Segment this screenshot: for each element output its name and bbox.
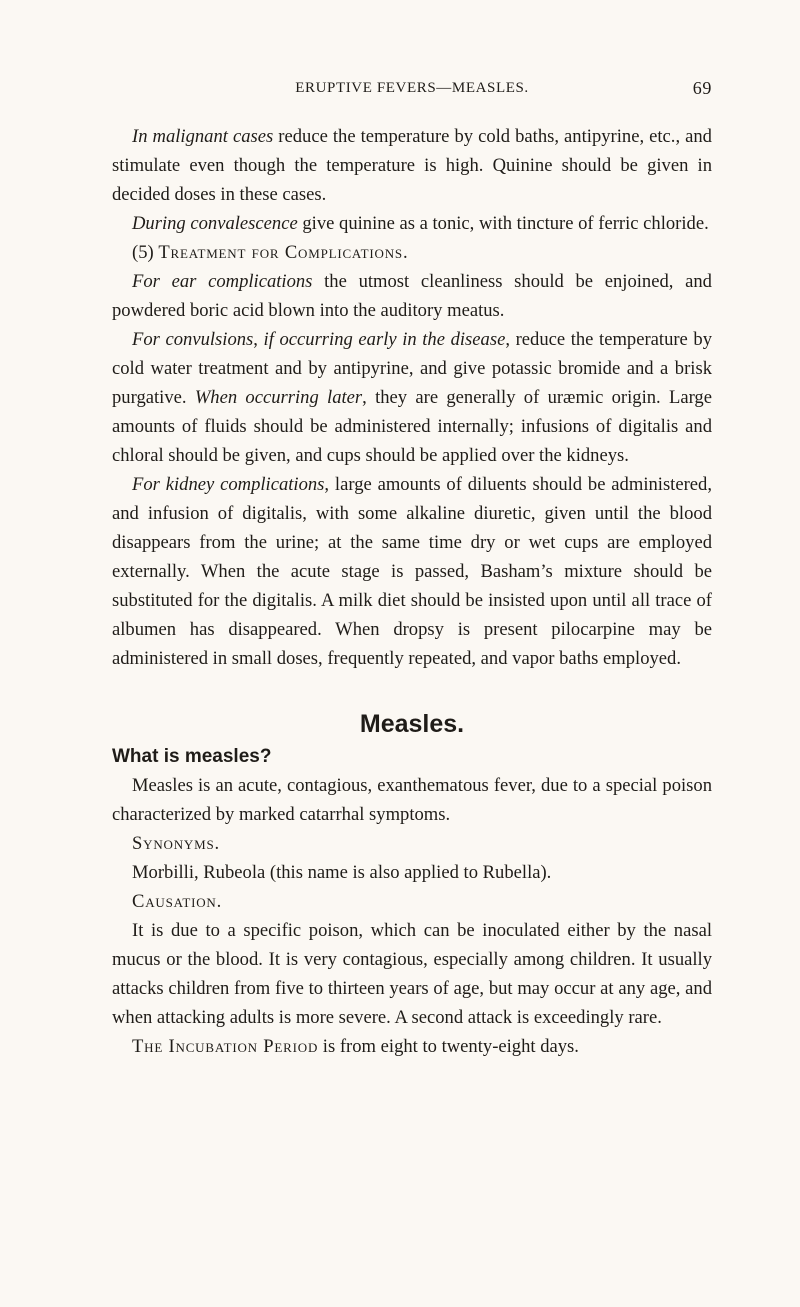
heading-synonyms — [112, 829, 712, 858]
paragraph-measles-definition: Measles is an acute, contagious, exanthematous fever, due to a special poison characterized by marked catarrhal symptoms. — [112, 775, 712, 825]
heading-text: Causation. — [132, 891, 223, 912]
paragraph-causation: It is due to a specific poison, which can be inoculated either by the nasal mucus or the blood. It is very contagious, especially among children. It usually attacks children from five to thirteen years of age, but may occur at any age, and when attacking adults is more severe. A second attack is exceedingly rare. — [112, 920, 712, 1028]
paragraph-text: is from eight to twenty-eight days. — [318, 1036, 579, 1057]
page-body — [112, 122, 712, 1061]
section-title-measles: Measles. — [359, 710, 465, 738]
running-head — [112, 80, 712, 110]
paragraph-malignant-cases — [112, 122, 712, 209]
heading-causation — [112, 887, 712, 916]
heading-text: The Incubation Period — [132, 1036, 319, 1057]
paragraph-ear-complications — [112, 267, 712, 325]
emphasis-text: For convulsions — [132, 329, 254, 350]
paragraph-text: , — [253, 329, 264, 350]
paragraph-synonyms: Morbilli, Rubeola (this name is also applied to Rubella). — [132, 862, 552, 883]
running-title: ERUPTIVE FEVERS—MEASLES. — [295, 80, 529, 96]
paragraph-text: , they are generally of uræmic origin. Large amounts of fluids should be administered internally; infusions of digitalis and chloral should be given, and cups should be applied over the kidneys. — [112, 387, 712, 466]
emphasis-text: When occurring later — [194, 387, 363, 408]
heading-treatment-complications — [112, 238, 712, 267]
paragraph-text: , large amounts of diluents should be administered, and infusion of digitalis, with some alkaline diuretic, given until the blood disappears from the urine; at the same time dry or wet cups are employed externally. When the acute stage is passed, Basham’s mixture should be substituted for the digitalis. A milk diet should be insisted upon until all trace of albumen has disappeared. When dropsy is present pilocarpine may be administered in small doses, frequently repeated, and vapor baths employed. — [112, 474, 712, 669]
paragraph-incubation — [112, 1032, 712, 1061]
heading-number: (5) — [132, 242, 159, 263]
page-number: 69 — [692, 78, 712, 98]
paragraph-text: the utmost cleanliness should be enjoined, and powdered boric acid blown into the auditory meatus. — [112, 271, 712, 321]
heading-text: Synonyms. — [132, 833, 220, 854]
paragraph-text: reduce the temperature by cold baths, antipyrine, etc., and stimulate even though the temperature is high. Quinine should be given in decided doses in these cases. — [112, 126, 712, 205]
emphasis-text: During convalescence — [132, 213, 298, 234]
emphasis-text: In malignant cases — [132, 126, 274, 147]
paragraph-kidney-complications — [112, 470, 712, 673]
question-heading: What is measles? — [112, 746, 272, 767]
emphasis-text: if occurring early in the disease — [263, 329, 506, 350]
paragraph-text: give quinine as a tonic, with tincture of ferric chloride. — [297, 213, 709, 234]
emphasis-text: For kidney complications — [132, 474, 325, 495]
heading-text: Treatment for Complications. — [158, 242, 409, 263]
emphasis-text: For ear complications — [132, 271, 313, 292]
paragraph-text: , reduce the temperature by cold water treatment and by antipyrine, and give potassic bromide and a brisk purgative. — [112, 329, 713, 408]
paragraph-convulsions — [112, 325, 712, 470]
paragraph-convalescence — [112, 209, 712, 238]
